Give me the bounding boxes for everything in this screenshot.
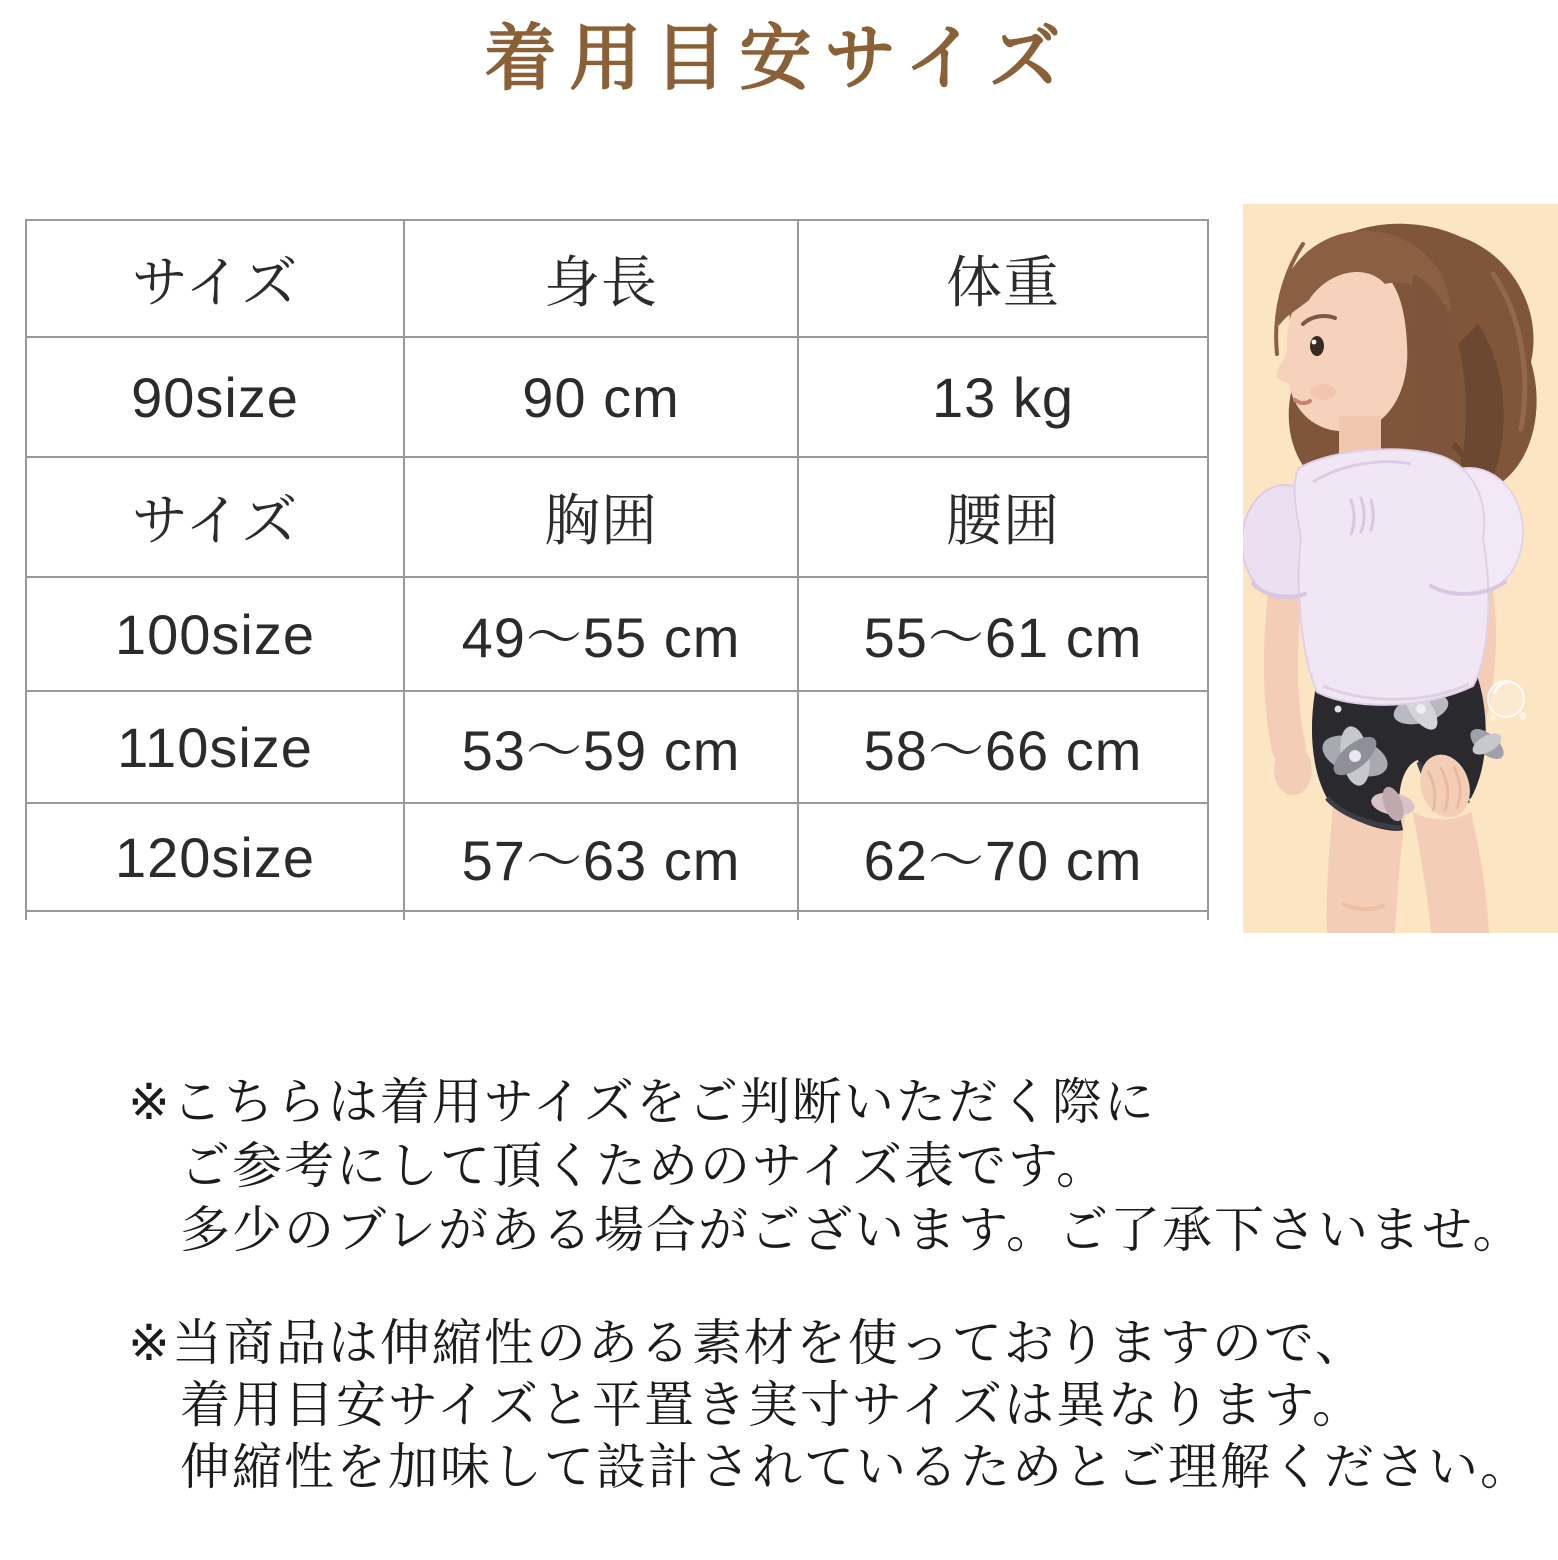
cell-waist: 55〜61 cm [798,577,1208,691]
cell-size: 90size [26,337,404,457]
header-cell-waist: 腰囲 [798,457,1208,577]
note-line: ご参考にして頂くためのサイズ表です。 [180,1138,1108,1194]
note-text: こちらは着用サイズをご判断いただく際に [171,1074,1156,1130]
girl-eye [1310,336,1324,356]
table-row-120size [26,803,1208,911]
cell-weight: 13 kg [798,337,1208,457]
header-cell-size: サイズ [26,220,404,337]
note-text: 当商品は伸縮性のある素材を使っておりますので、 [171,1315,1367,1371]
table-row-header-age [26,220,1208,337]
cell-height: 90 cm [404,337,798,457]
note-line: 着用目安サイズと平置き実寸サイズは異なります。 [180,1377,1364,1433]
size-table [25,219,1209,920]
girl-arm-left [1281,596,1289,749]
table-row-110size [26,691,1208,803]
cell-size: 110size [26,691,404,803]
table-row-cutoff [26,911,1208,920]
note-line [128,1312,1532,1374]
page-title: 着用目安サイズ [484,19,1074,99]
note-size-table-disclaimer [128,1070,1525,1262]
note-marker: ※ [128,1074,172,1130]
table-row-90size [26,337,1208,457]
cell-chest: 53〜59 cm [404,691,798,803]
header-cell-height: 身長 [404,220,798,337]
note-stretch-material-disclaimer [128,1312,1532,1498]
cell-waist: 62〜70 cm [798,803,1208,911]
table-row-100size [26,577,1208,691]
note-line: 多少のブレがある場合がございます。ご了承下さいませ。 [180,1202,1525,1258]
note-line: 伸縮性を加味して設計されているためとご理解ください。 [180,1439,1532,1495]
header-cell-weight: 体重 [798,220,1208,337]
table-row-header-body [26,457,1208,577]
cell-size: 100size [26,577,404,691]
cell-waist: 58〜66 cm [798,691,1208,803]
product-photo [1243,204,1558,933]
cell-chest: 49〜55 cm [404,577,798,691]
cell-chest: 57〜63 cm [404,803,798,911]
note-line [128,1070,1525,1134]
cell-size: 120size [26,803,404,911]
header-cell-size: サイズ [26,457,404,577]
note-marker: ※ [128,1315,172,1371]
header-cell-chest: 胸囲 [404,457,798,577]
